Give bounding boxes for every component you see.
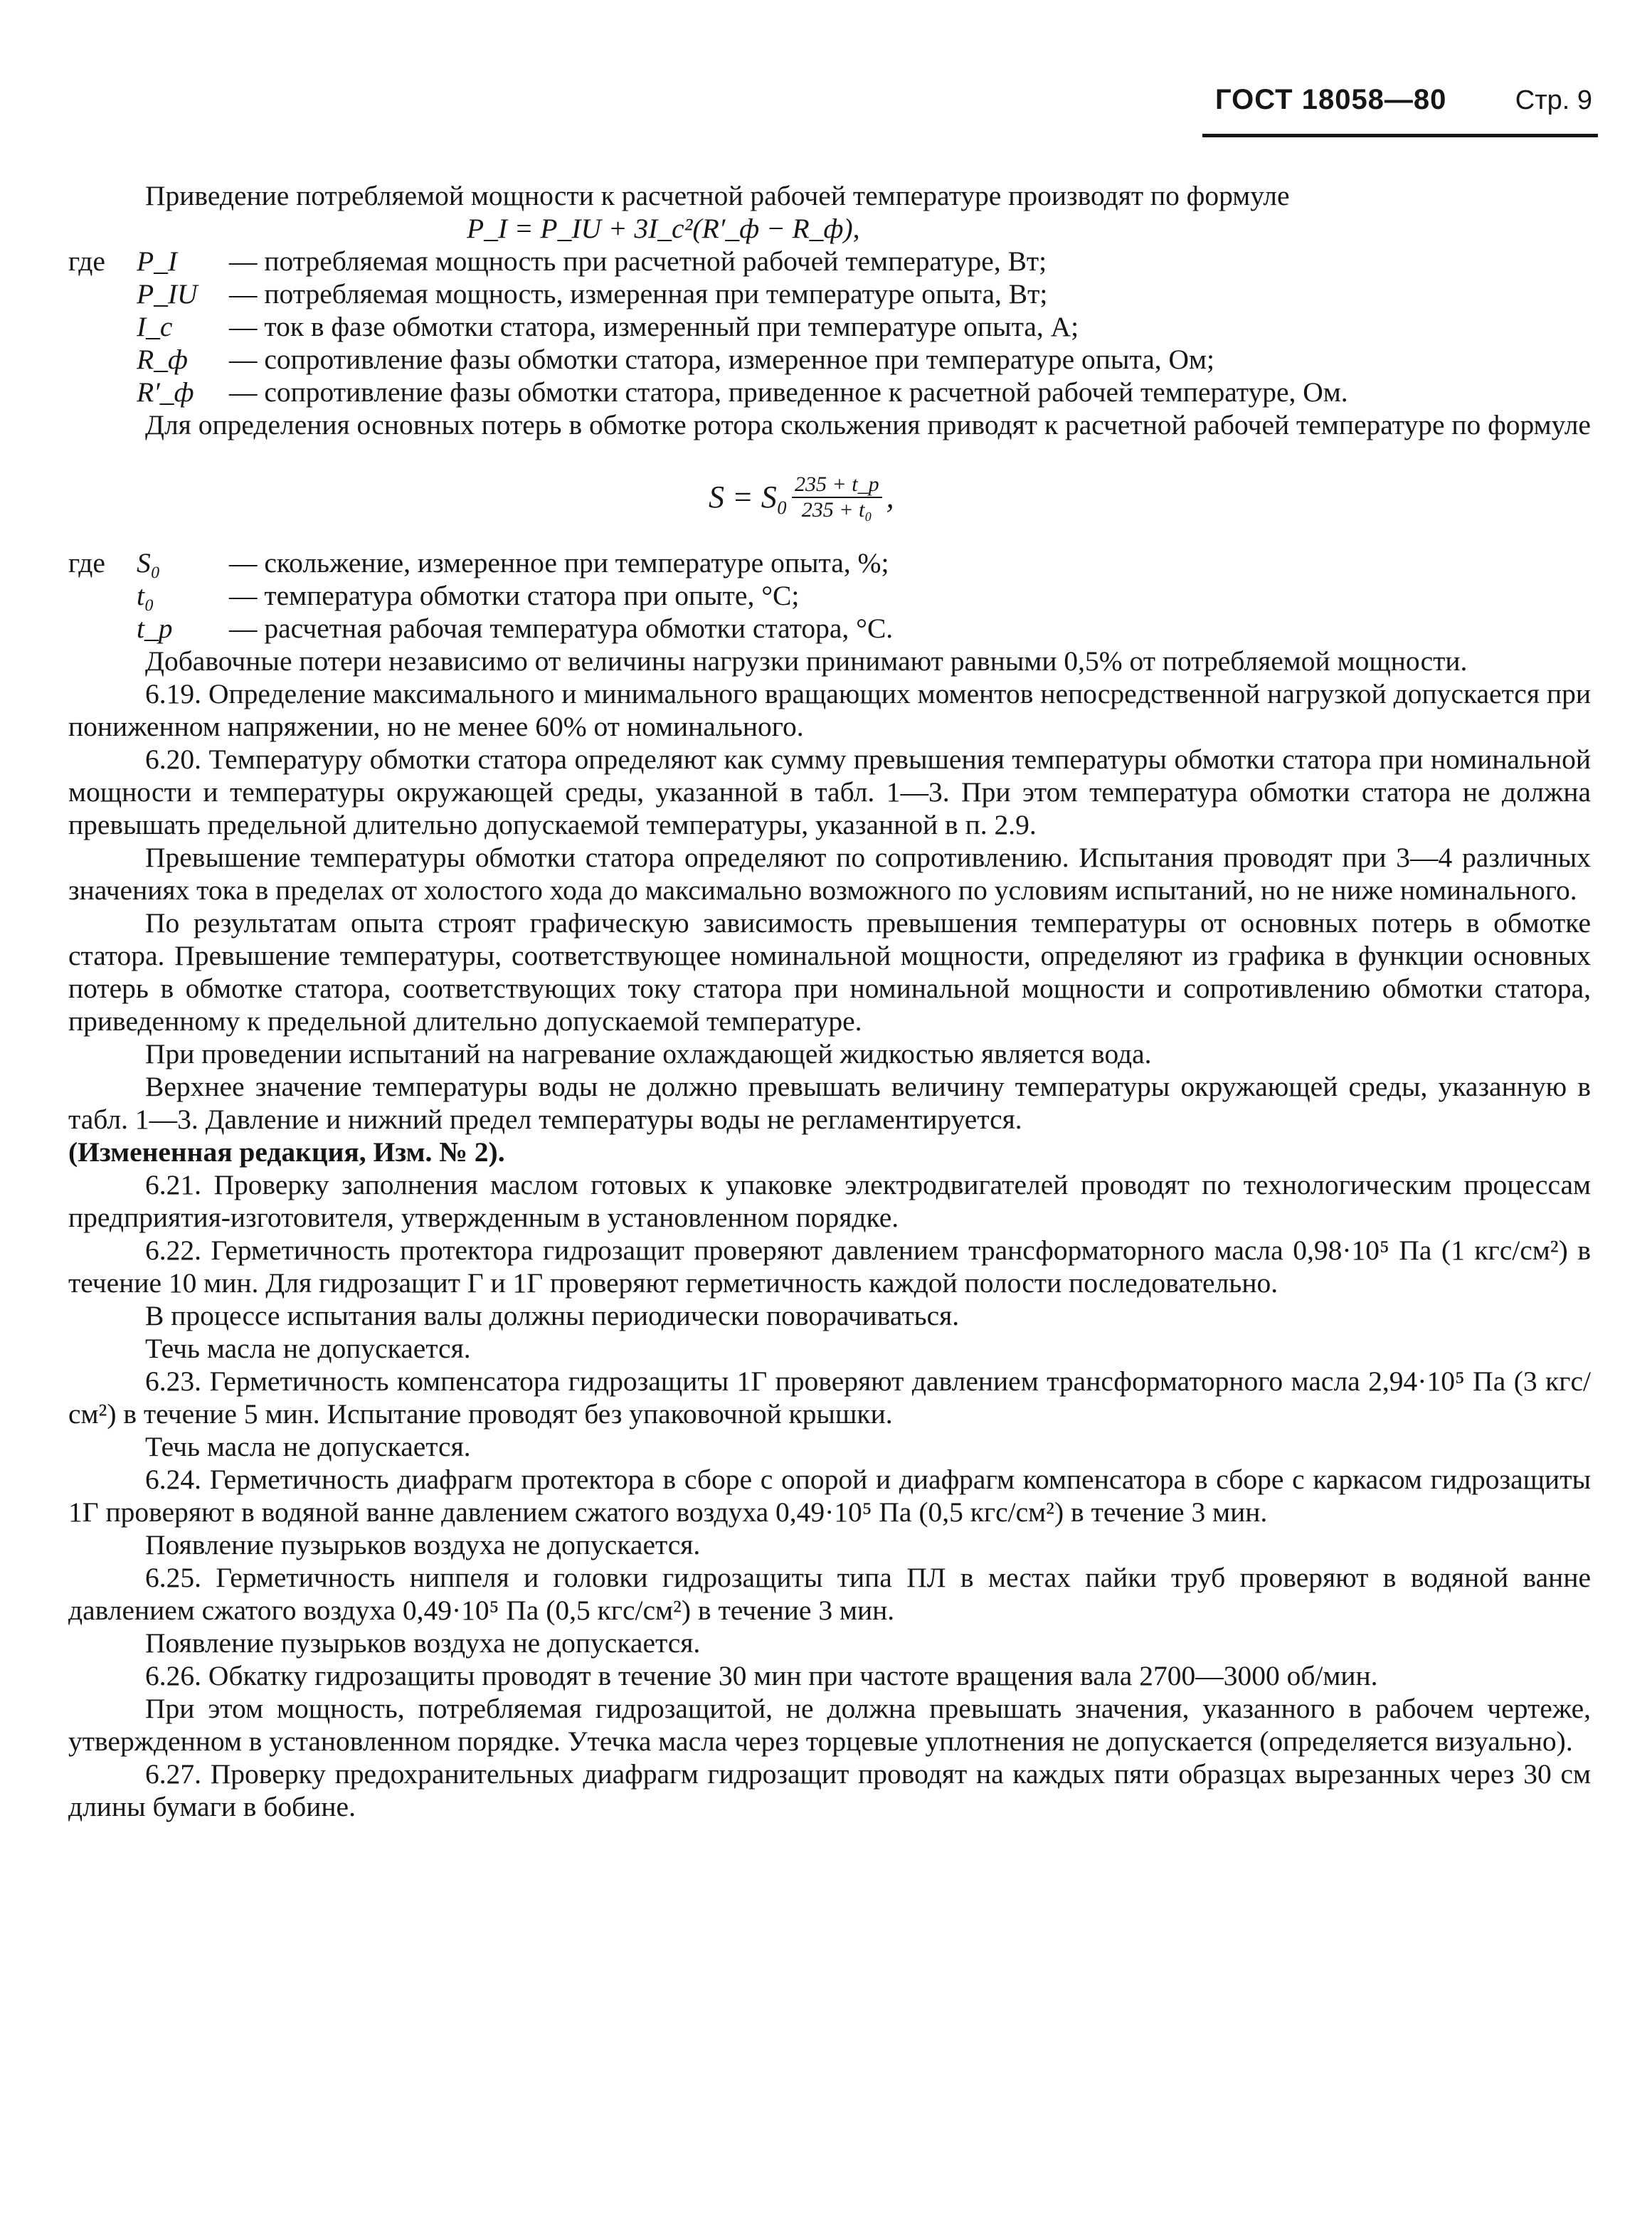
body-paragraph: При проведении испытаний на нагревание охлаждающей жидкостью является вода. — [145, 1038, 1152, 1069]
body-paragraph: 6.22. Герметичность протектора гидрозащит проверяют давлением трансформаторного масла 0,98·10⁵ Па (1 кгс/см²) в течение 10 мин. Для гидрозащит Г и 1Г проверяют герметичность каждой полости последовательно. — [68, 1235, 1591, 1299]
legend-text: — потребляемая мощность при расчетной рабочей температуре, Вт; — [229, 245, 1047, 277]
page-header — [1202, 80, 1598, 137]
body-paragraph: Течь масла не допускается. — [145, 1333, 471, 1364]
formula-power: P_I = P_IU + 3I_c²(R′_ф − R_ф), — [467, 213, 860, 244]
body-paragraph: Превышение температуры обмотки статора определяют по сопротивлению. Испытания проводят при 3—4 различных значениях тока в пределах от холостого хода до максимально возможного по условиям испытаний, но не ниже номинального. — [68, 842, 1591, 906]
body-paragraph: 6.21. Проверку заполнения маслом готовых к упаковке электродвигателей проводят по технологическим процессам предприятия-изготовителя, утвержденным в установленном порядке. — [68, 1169, 1591, 1233]
legend-symbol: S₀ — [137, 547, 161, 579]
document-body — [68, 179, 1591, 1823]
legend-row — [68, 546, 1591, 579]
legend-symbol: t₀ — [137, 580, 154, 611]
body-paragraph: Течь масла не допускается. — [145, 1431, 471, 1462]
legend-lead — [68, 376, 137, 408]
legend-text: — ток в фазе обмотки статора, измеренный при температуре опыта, А; — [229, 311, 1079, 342]
intro-paragraph: Приведение потребляемой мощности к расчетной рабочей температуре производят по формуле — [145, 180, 1290, 211]
body-paragraph: Верхнее значение температуры воды не должно превышать величину температуры окружающей среды, указанную в табл. 1—3. Давление и нижний предел температуры воды не регламентируется. — [68, 1071, 1591, 1135]
legend-symbol: t_p — [137, 613, 173, 644]
formula-slip-denominator: 235 + t₀ — [801, 498, 872, 522]
legend-text: — расчетная рабочая температура обмотки статора, °С. — [229, 613, 894, 644]
formula-slip-fraction — [792, 472, 882, 522]
page-number: Стр. 9 — [1515, 85, 1592, 115]
standard-number: ГОСТ 18058—80 — [1215, 84, 1447, 115]
body-paragraph: Добавочные потери независимо от величины нагрузки принимают равными 0,5% от потребляемой мощности. — [145, 645, 1468, 677]
legend-text: — скольжение, измеренное при температуре опыта, %; — [229, 547, 889, 579]
formula-slip — [68, 472, 1591, 522]
formula-slip-legend — [68, 546, 1591, 645]
body-paragraphs — [68, 645, 1591, 1823]
body-paragraph: В процессе испытания валы должны периодически поворачиваться. — [145, 1300, 960, 1331]
body-paragraph: 6.24. Герметичность диафрагм протектора в сборе с опорой и диафрагм компенсатора в сборе с каркасом гидрозащиты 1Г проверяют в водяной ванне давлением сжатого воздуха 0,49·10⁵ Па (0,5 кгс/см²) в течение 3 мин. — [68, 1464, 1591, 1528]
formula-slip-lhs: S = S₀ — [709, 480, 788, 514]
legend-symbol: P_I — [137, 245, 178, 277]
legend-symbol: R′_ф — [137, 376, 194, 408]
formula-slip-tail: , — [886, 480, 894, 514]
legend-symbol: R_ф — [137, 344, 188, 375]
rotor-paragraph: Для определения основных потерь в обмотке ротора скольжения приводят к расчетной рабочей температуре по формуле — [145, 409, 1591, 440]
body-paragraph: 6.20. Температуру обмотки статора определяют как сумму превышения температуры обмотки статора при номинальной мощности и температуры окружающей среды, указанной в табл. 1—3. При этом температура обмотки статора не должна превышать предельной длительно допускаемой температуры, указанной в п. 2.9. — [68, 744, 1591, 840]
legend-symbol: P_IU — [137, 278, 198, 310]
legend-text: — сопротивление фазы обмотки статора, измеренное при температуре опыта, Ом; — [229, 344, 1214, 375]
body-paragraph: Появление пузырьков воздуха не допускается. — [145, 1529, 701, 1560]
body-paragraph: 6.19. Определение максимального и минимального вращающих моментов непосредственной нагрузкой допускается при пониженном напряжении, но не менее 60% от номинального. — [68, 678, 1591, 742]
body-paragraph: Появление пузырьков воздуха не допускается. — [145, 1627, 701, 1659]
legend-lead — [68, 343, 137, 376]
legend-text: — сопротивление фазы обмотки статора, приведенное к расчетной рабочей температуре, Ом. — [229, 376, 1348, 408]
legend-lead: где — [68, 245, 105, 277]
body-paragraph: 6.26. Обкатку гидрозащиты проводят в течение 30 мин при частоте вращения вала 2700—3000 об/мин. — [145, 1660, 1378, 1691]
legend-row — [68, 579, 1591, 612]
legend-symbol: I_c — [137, 311, 173, 342]
legend-row — [68, 310, 1591, 343]
legend-row — [68, 278, 1591, 310]
legend-text: — потребляемая мощность, измеренная при температуре опыта, Вт; — [229, 278, 1048, 310]
legend-row — [68, 612, 1591, 645]
legend-lead: где — [68, 547, 105, 579]
legend-row — [68, 376, 1591, 408]
body-paragraph: 6.25. Герметичность ниппеля и головки гидрозащиты типа ПЛ в местах пайки труб проверяют в водяной ванне давлением сжатого воздуха 0,49·10⁵ Па (0,5 кгс/см²) в течение 3 мин. — [68, 1562, 1591, 1626]
body-paragraph: 6.23. Герметичность компенсатора гидрозащиты 1Г проверяют давлением трансформаторного масла 2,94·10⁵ Па (3 кгс/см²) в течение 5 мин. Испытание проводят без упаковочной крышки. — [68, 1365, 1591, 1430]
formula-slip-numerator: 235 + t_p — [792, 472, 882, 498]
legend-lead — [68, 278, 137, 310]
formula-power-legend — [68, 245, 1591, 408]
legend-text: — температура обмотки статора при опыте, °С; — [229, 580, 800, 611]
legend-lead — [68, 612, 137, 645]
legend-lead — [68, 579, 137, 612]
body-paragraph: При этом мощность, потребляемая гидрозащитой, не должна превышать значения, указанного в рабочем чертеже, утвержденном в установленном порядке. Утечка масла через торцевые уплотнения не допускается (определяется визуально). — [68, 1693, 1591, 1757]
legend-lead — [68, 310, 137, 343]
body-paragraph: По результатам опыта строят графическую зависимость превышения температуры от основных потерь в обмотке статора. Превышение температуры, соответствующее номинальной мощности, определяют из графика в функции основных потерь в обмотке статора, соответствующих току статора при номинальной мощности и сопротивлению обмотки статора, приведенному к предельной длительно допускаемой температуре. — [68, 907, 1591, 1037]
legend-row — [68, 245, 1591, 278]
revision-note: (Измененная редакция, Изм. № 2). — [68, 1136, 505, 1168]
body-paragraph: 6.27. Проверку предохранительных диафрагм гидрозащит проводят на каждых пяти образцах вырезанных через 30 см длины бумаги в бобине. — [68, 1758, 1591, 1822]
legend-row — [68, 343, 1591, 376]
